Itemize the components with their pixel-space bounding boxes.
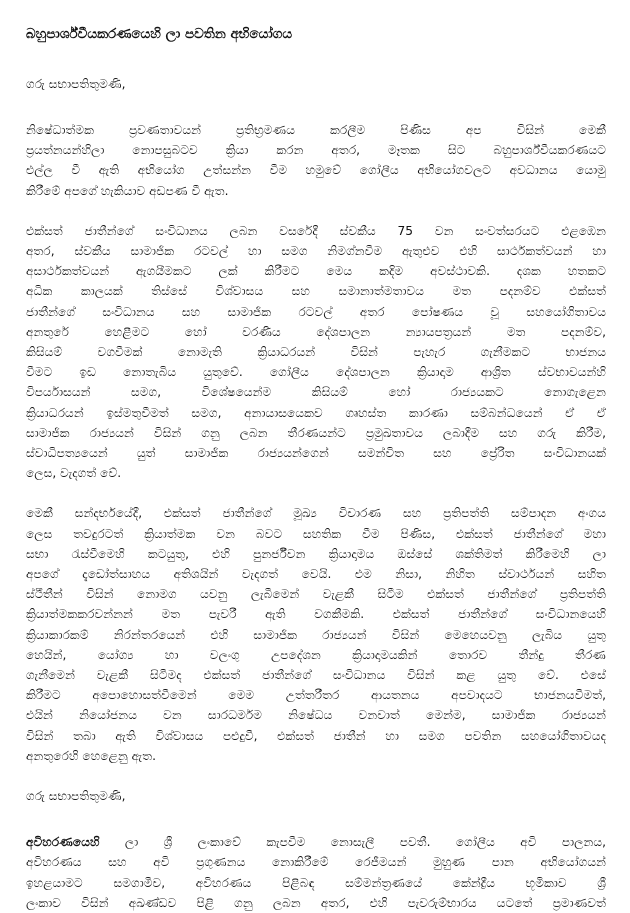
text-line: එයින් නියෝජනය වන සාරධර්මම නිෂේධය වනවාත් මෙන්ම, සාමාජික රාජ්‍යයන් xyxy=(26,708,606,723)
first-line-rest: ලා ශ්‍රී ලංකාවේ කැපවීම නොසැලී පවතී. ගෝලීය අවි පාලනය, xyxy=(99,835,606,850)
text-line: ලෙස තවදුරටත් ක්‍රියාත්මක වන බවට සහතික වීම පිණිස, එක්සත් ජාතීන්ගේ මහා xyxy=(26,526,606,541)
text-line: කිරීමේ අපගේ හැකියාව අඩපණ වී ඇත. xyxy=(26,183,229,198)
text-line: කිසියම් වගවීමක් නොමැති ක්‍රියාධරයන් විසින් පැහැර ගැනීමකට භාජනය xyxy=(26,345,606,360)
text-line: අනතුරේ හෙළීමට හෝ වරණීය දේශපාලන න්‍යායපත්‍රයන් මත පදනම්ව, xyxy=(26,324,606,339)
text-line: කිරීමට අපොහොසත්වීමෙන් මෙම උත්තරීතර ආයතනය අපවාදයට භාජනයවීමත්, xyxy=(26,688,606,703)
paragraph-1 xyxy=(26,120,606,201)
text-line: ක්‍රියාකාරකම් නිරන්තරයෙන් එහි සාමාජික රාජ්‍යයන් විසින් මෙහෙයවනු ලැබිය යුතු xyxy=(26,627,606,642)
text-line: එල්ල වී ඇති අභියෝග උත්සන්න වීම හමුවේ ගෝලීය අභියෝගවලට අවධානය යොමු xyxy=(26,163,606,178)
paragraph-4 xyxy=(26,832,606,913)
paragraph-3 xyxy=(26,503,606,766)
paragraph-2 xyxy=(26,221,606,484)
text-line: ස්වාධිපත්‍යයෙන් යුත් සාමාජික රාජ්‍යයන්ගෙන් සමන්විත සහ ප්‍රේරිත සංවිධානයක් xyxy=(26,446,606,461)
text-line: ලෙස, වැදගත් වේ. xyxy=(26,466,122,481)
text-line: ගැනීමෙන් වැළකී සිටීමද එක්සත් ජාතීන්ගේ සංවිධානය විසින් කළ යුතු වේ. එසේ xyxy=(26,668,606,683)
text-line: අපගේ දැඩෝත්සාහය අතිශයින් වැදගත් වෙයි. එම නිසා, නිහිත ස්වාර්ථයන් සහිත xyxy=(26,567,606,582)
text-line: එක්සත් ජාතීන්ගේ සංවිධානය ලබන වසරේදී ස්වකීය 75 වන සංවත්සරයට එළඹෙන xyxy=(26,223,606,238)
text-line: අධික කාලයක් තිස්සේ විශ්වාසය සහ සමානාත්මතාවය මත පදනම්ව එක්සත් xyxy=(26,284,606,299)
page-title: බහුපාර්ශ්වීයකරණයෙහි ලා පවතින අභියෝගය xyxy=(26,26,293,42)
text-line: ප්‍රයත්නයන්හිලා නොපසුබටව ක්‍රියා කරන අතර, මෑතක සිට බහුපාර්ශ්වීයකරණයට xyxy=(26,143,606,158)
text-line: ජාතීන්ගේ සංවිධානය සහ සාමාජික රටවල් අතර පෝෂණය වූ සහයෝගිතාවය xyxy=(26,304,606,319)
text-line: විසින් තබා ඇති විශ්වාසය පළුදුවී, එක්සත් ජාතීන් හා සමග පවතින සහයෝගිතාවයද xyxy=(26,728,606,743)
text-line: අතර, ස්වකීය සාමාජික රටවල් හා සමග නිමග්නවීම ඇතුළුව එහි සාර්ථකත්වයන් හා xyxy=(26,244,606,259)
salutation-second: ගරු සභාපතිතුමණි, xyxy=(26,789,126,804)
text-line: මෙකී සන්දර්භයේදී, එක්සත් ජාතීන්ගේ මූඛ්‍ය විචාරණ සහ ප්‍රතිපත්ති සම්පාදන අංගය xyxy=(26,506,606,521)
text-line: අසාර්ථකත්වයන් ඇගයීමකට ලක් කිරීමට මෙය කදිම අවස්ථාවකි. දශක හතකට xyxy=(26,264,606,279)
salutation-first: ගරු සභාපතිතුමණි, xyxy=(26,77,126,91)
text-line: හෙයින්, යෝග්‍ය හා වලංගු උපදේශන ක්‍රියාදාමයකින් තොරව තීන්දු තීරණ xyxy=(26,647,606,662)
text-line xyxy=(26,832,606,852)
text-line: නිෂේධාත්මක ප්‍රවණතාවයන් ප්‍රතිභ්‍රමණය කරලීම පිණිස අප විසින් මෙකී xyxy=(26,123,606,137)
text-line: ලංකාව විසින් අඛණ්ඩව පිළි ගනු ලබන අතර, එහි පැවරුම්භාරය යටතේ ප්‍රමාණවත් xyxy=(26,895,606,910)
text-line: සභා රැස්වීමෙහි කටයුතු, එහි පුනර්ජීවන ක්‍රියාදාමය ඔස්සේ ශක්තිමත් කිරීමෙහි ලා xyxy=(26,546,606,561)
text-line: ඉහළයාමට සමගාමීව, අවිහරණය පිළිබඳ සම්මන්ත්‍රණයේ කේන්ද්‍රීය භූමිකාව ශ්‍රී xyxy=(26,875,606,890)
text-line: අනතුරෙහි හෙළෙනු ඇත. xyxy=(26,748,157,763)
text-line: ක්‍රියාත්මකකරවන්නන් මත පැවරී ඇති වගකීමකි. එක්සත් ජාතීන්ගේ සංවිධානයෙහි xyxy=(26,607,606,622)
text-line: වීමට ඉඩ නොතැබිය යුතුවේ. ගෝලීය දේශපාලන ක්‍රියාදාම ආශ්‍රිත ස්වභාවයන්හි xyxy=(26,365,606,380)
text-line: අවිහරණය සහ අවි ප්‍රගුණනය නොකිරීමේ රෙජීමයන් මුහුණ පාන අභියෝගයන් xyxy=(26,855,606,870)
text-line: විපර්යාසයන් සමග, විශේෂයෙන්ම කිසියම් හෝ රාජ්‍යයකට නොගැළෙන xyxy=(26,385,606,400)
text-line: ස්ථීතීන් විසින් නොමග යවනු ලැබීමෙන් වැළකී සිටීම එක්සත් ජාතීන්ගේ ප්‍රතිපත්ති xyxy=(26,587,606,602)
text-line: ක්‍රියාධරයන් ඉස්මතුවීමත් සමග, අනායාසයෙකව ගෘහස්ත කාරණා සම්බන්ධයෙන් ඒ ඒ xyxy=(26,405,606,420)
lead-bold-word: අවිහරණයෙහි xyxy=(26,835,100,850)
text-line: සාමාජික රාජ්‍යයන් විසින් ගනු ලබන තීරණයන්ට ප්‍රමුඛතාවය ලබාදීම සහ ගරු කිරීම, xyxy=(26,425,606,440)
